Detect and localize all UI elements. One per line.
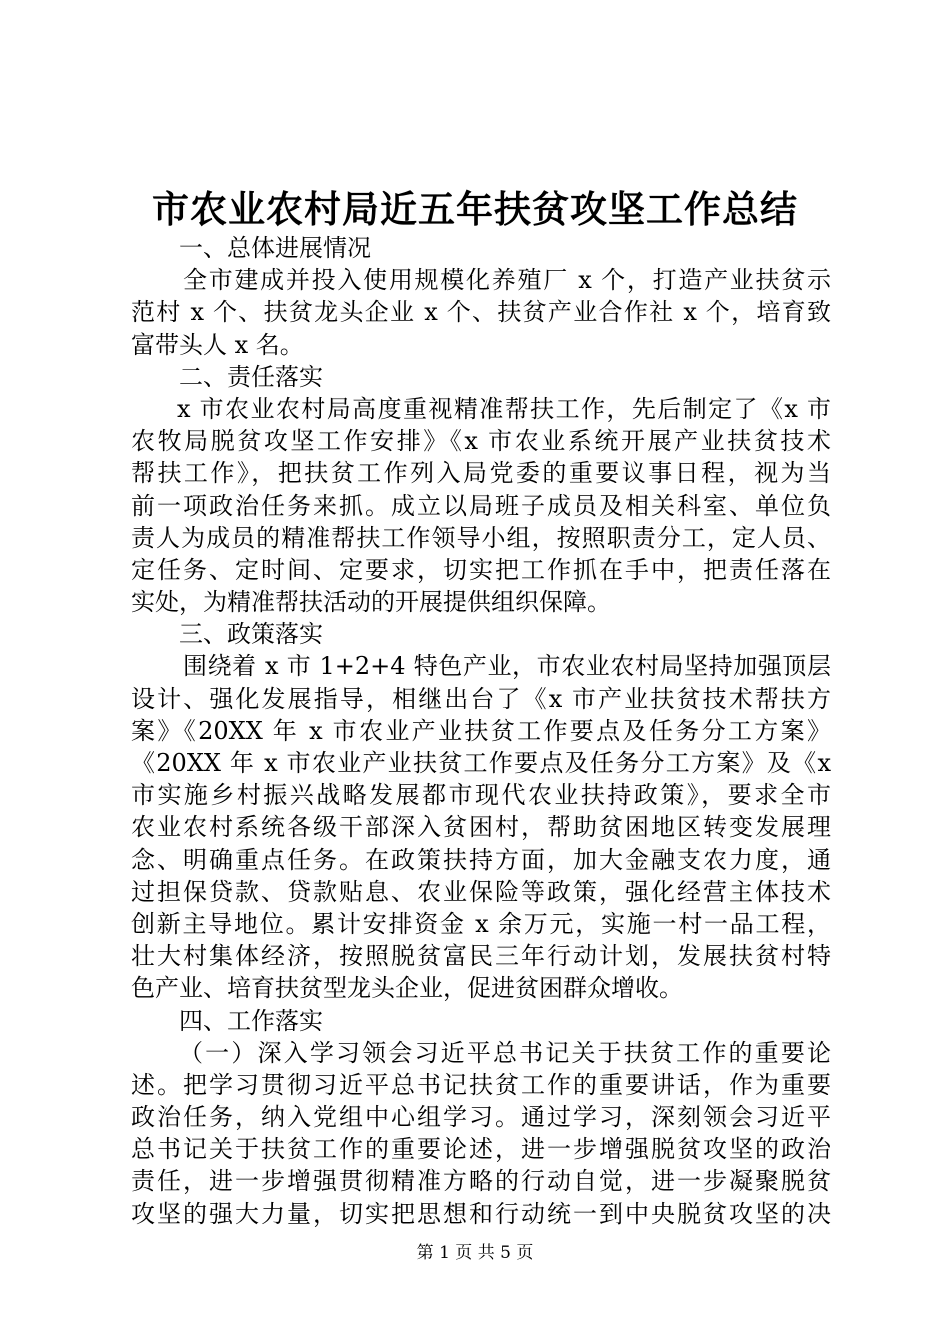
document-title: 市农业农村局近五年扶贫攻坚工作总结: [152, 187, 798, 231]
paragraph: [131, 650, 831, 1004]
section-heading: 三、政策落实: [179, 620, 323, 649]
text-line: （一）深入学习领会习近平总书记关于扶贫工作的重要论: [179, 1038, 831, 1067]
text-line: 富带头人 x 名。: [131, 330, 304, 359]
paragraph: [131, 264, 831, 361]
text-line: 过担保贷款、贷款贴息、农业保险等政策，强化经营主体技术: [131, 877, 831, 906]
text-line: 前一项政治任务来抓。成立以局班子成员及相关科室、单位负: [131, 491, 831, 520]
page-number: 第 1 页: [416, 1243, 473, 1263]
text-line: 攻坚的强大力量，切实把思想和行动统一到中央脱贫攻坚的决: [131, 1199, 831, 1228]
section-heading: 二、责任落实: [179, 362, 323, 391]
text-line: 责任，进一步增强贯彻精准方略的行动自觉，进一步凝聚脱贫: [131, 1167, 831, 1196]
text-line: x 市农业农村局高度重视精准帮扶工作，先后制定了《x 市: [177, 394, 831, 423]
text-line: 壮大村集体经济，按照脱贫富民三年行动计划，发展扶贫村特: [131, 942, 831, 971]
page-footer: [0, 1242, 950, 1264]
text-line: 围绕着 x 市 1+2+4 特色产业，市农业农村局坚持加强顶层: [183, 652, 831, 681]
text-line: 帮扶工作》，把扶贫工作列入局党委的重要议事日程，视为当: [131, 459, 831, 488]
page-total: 共 5 页: [477, 1243, 534, 1263]
text-line: 定任务、定时间、定要求，切实把工作抓在手中，把责任落在: [131, 555, 831, 584]
text-line: 责人为成员的精准帮扶工作领导小组，按照职责分工，定人员、: [131, 523, 831, 552]
paragraph: [131, 393, 831, 618]
paragraph: [131, 1037, 831, 1230]
text-line: 色产业、培育扶贫型龙头企业，促进贫困群众增收。: [131, 974, 683, 1003]
text-line: 设计、强化发展指导，相继出台了《x 市产业扶贫技术帮扶方: [131, 684, 831, 713]
text-line: 农牧局脱贫攻坚工作安排》《x 市农业系统开展产业扶贫技术: [131, 427, 831, 456]
text-line: 创新主导地位。累计安排资金 x 余万元，实施一村一品工程，: [131, 909, 831, 938]
section-heading: 一、总体进展情况: [179, 234, 371, 262]
text-line: 总书记关于扶贫工作的重要论述，进一步增强脱贫攻坚的政治: [131, 1135, 831, 1164]
text-line: 政治任务，纳入党组中心组学习。通过学习，深刻领会习近平: [131, 1103, 831, 1132]
document-body: [131, 232, 831, 1230]
section-heading: 四、工作落实: [179, 1006, 323, 1035]
text-line: 念、明确重点任务。在政策扶持方面，加大金融支农力度，通: [131, 845, 831, 874]
text-line: 范村 x 个、扶贫龙头企业 x 个、扶贫产业合作社 x 个，培育致: [131, 298, 831, 327]
text-line: 全市建成并投入使用规模化养殖厂 x 个，打造产业扶贫示: [183, 266, 831, 295]
text-line: 实处，为精准帮扶活动的开展提供组织保障。: [131, 588, 611, 617]
text-line: 市实施乡村振兴战略发展都市现代农业扶持政策》，要求全市: [131, 781, 831, 810]
text-line: 农业农村系统各级干部深入贫困村，帮助贫困地区转变发展理: [131, 813, 831, 842]
text-line: 述。把学习贯彻习近平总书记扶贫工作的重要讲话，作为重要: [131, 1070, 831, 1099]
text-line: 案》《20XX 年 x 市农业产业扶贫工作要点及任务分工方案》: [131, 716, 831, 745]
text-line: 《20XX 年 x 市农业产业扶贫工作要点及任务分工方案》及《x: [131, 749, 831, 777]
